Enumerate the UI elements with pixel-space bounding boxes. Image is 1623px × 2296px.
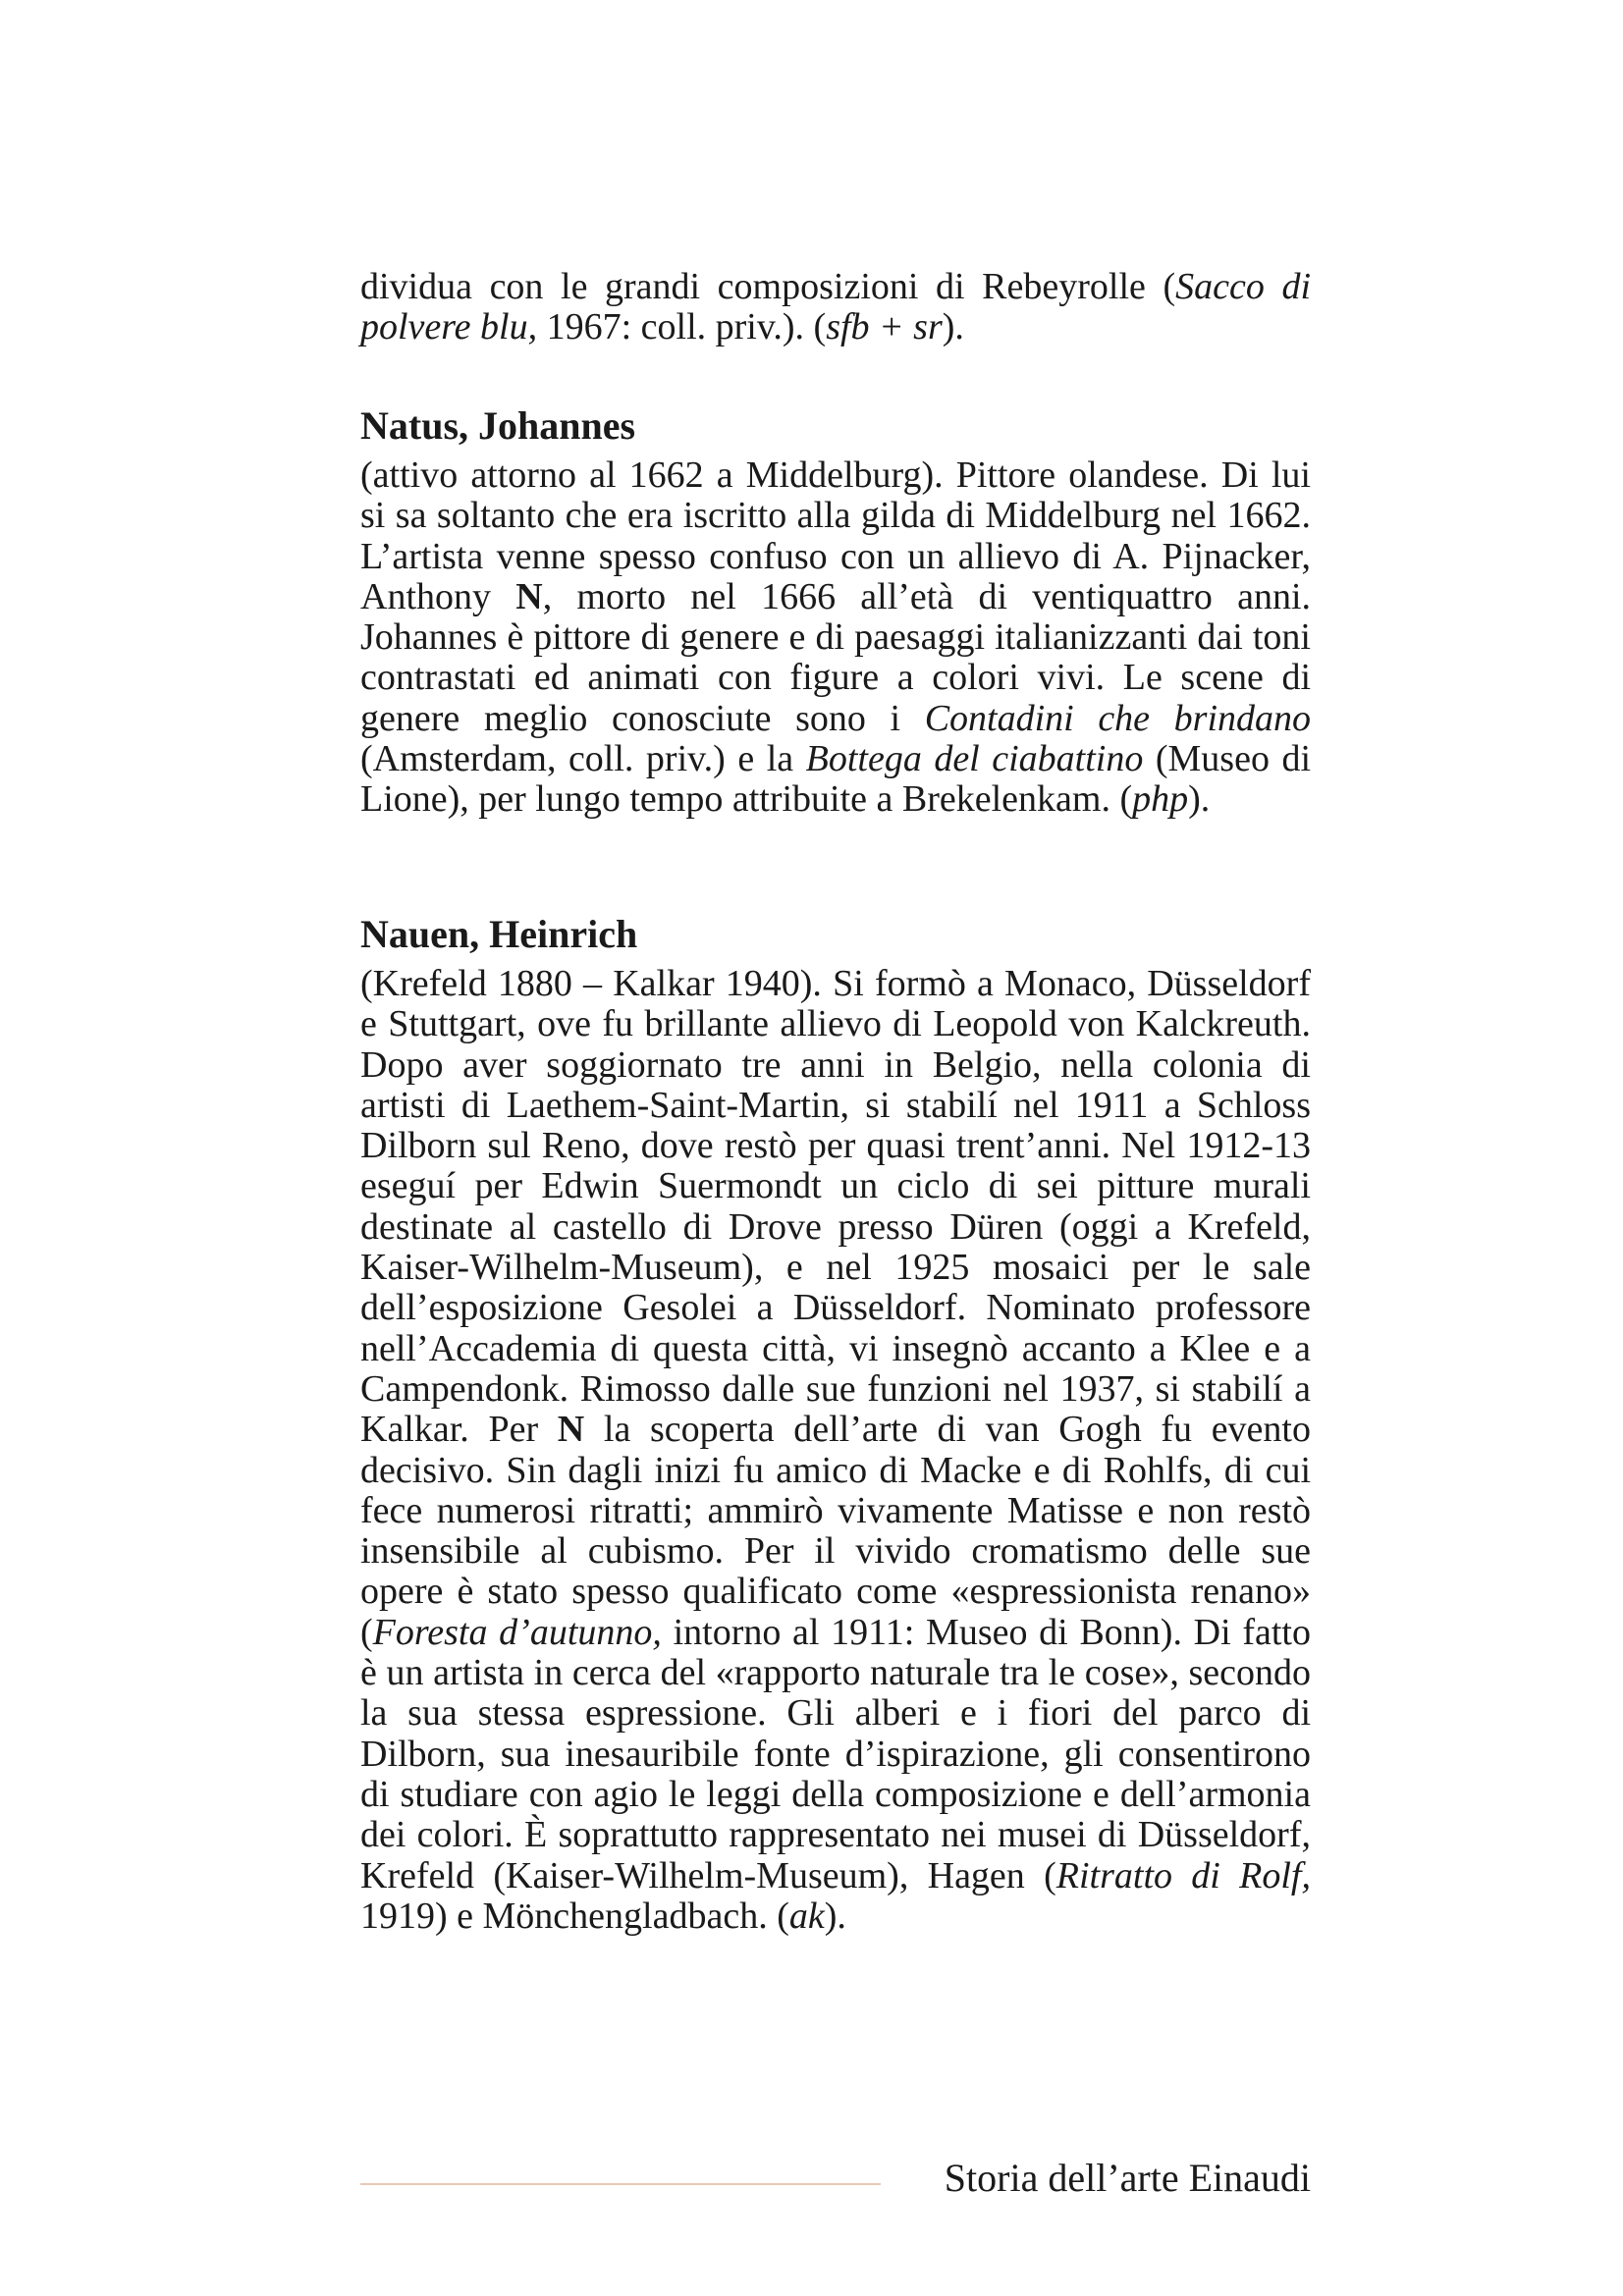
entry-title-nauen: Nauen, Heinrich (360, 912, 638, 956)
text-run: (Amsterdam, coll. priv.) e la (360, 738, 806, 780)
text-run: 1919) e Mönchengladbach. ( (360, 1895, 789, 1937)
author-initials: sfb + sr (826, 306, 943, 348)
text-run: dividua con le grandi composizioni di Rebeyrolle ( (360, 266, 1176, 307)
artwork-title: Contadini che brindano (924, 697, 1311, 739)
entry-title-natus: Natus, Johannes (360, 403, 636, 448)
text-run: (Krefeld 1880 – Kalkar 1940). Si formò a Monaco, Düsseldorf e Stuttgart, ove fu brillante allievo di Leopold von Kalckreuth. Dopo aver soggiornato tre anni in Belgio, nella colonia di artisti di Laethem-Saint-Martin, si stabilí nel 1911 a Schloss Dilborn sul Reno, dove restò per quasi trent’anni. Nel 1912-13 eseguí per Edwin Suermondt un ciclo di sei pitture murali destinate al castello di Drove presso Düren (oggi a Krefeld, Kaiser-Wilhelm-Museum), e nel 1925 mosaici per le sale dell’esposizione Gesolei a Düsseldorf. Nominato professore nell’Accademia di questa città, vi insegnò accanto a Klee e a Campendonk. Rimosso dalle sue funzioni nel 1937, si stabilí a Kalkar. Per (360, 963, 1311, 1451)
text-run: (Museo di Lione), per lungo tempo attribuite a Brekelenkam. ( (360, 738, 1311, 821)
author-initials: ak (788, 1895, 825, 1937)
text-run: (attivo attorno al 1662 a Middelburg). Pittore olandese. Di lui si sa soltanto che era iscritto alla gilda di Middelburg nel 1662. L’artista venne spesso confuso con un allievo di A. Pijnacker, Anthony (360, 454, 1311, 617)
artwork-title: Bottega del ciabattino (805, 738, 1144, 780)
entry-body-natus (360, 455, 1311, 821)
entry-abbrev: N (557, 1409, 585, 1451)
artwork-title: Foresta d’autunno, (372, 1611, 662, 1653)
entry-body-nauen (360, 964, 1311, 1937)
footer-divider (360, 2183, 881, 2185)
text-run: ). (1188, 778, 1211, 821)
entry-abbrev: N (515, 575, 543, 617)
text-run: ). (942, 306, 964, 348)
text-run: 1967: coll. priv.). ( (537, 306, 827, 348)
footer-title: Storia dell’arte Einaudi (944, 2156, 1311, 2200)
artwork-title: Sacco di polvere blu, (360, 266, 1311, 348)
previous-entry-continuation (360, 267, 1311, 348)
page-content (360, 266, 1312, 1937)
text-run: ). (824, 1895, 846, 1937)
author-initials: php (1132, 778, 1189, 821)
artwork-title: Ritratto di Rolf, (1055, 1854, 1311, 1896)
text-run: , morto nel 1666 all’età di ventiquattro anni. Johannes è pittore di genere e di paesaggi italianizzanti dai toni contrastati ed animati con figure a colori vivi. Le scene di genere meglio conosciute sono i (360, 575, 1312, 739)
text-run: intorno al 1911: Museo di Bonn). Di fatto è un artista in cerca del «rapporto naturale tra le cose», secondo la sua stessa espressione. Gli alberi e i fiori del parco di Dilborn, sua inesauribile fonte d’ispirazione, gli consentirono di studiare con agio le leggi della composizione e dell’armonia dei colori. È soprattutto rappresentato nei musei di Düsseldorf, Krefeld (Kaiser-Wilhelm-Museum), Hagen ( (360, 1611, 1311, 1896)
text-run: la scoperta dell’arte di van Gogh fu evento decisivo. Sin dagli inizi fu amico di Macke e di Rohlfs, di cui fece numerosi ritratti; ammirò vivamente Matisse e non restò insensibile al cubismo. Per il vivido cromatismo delle sue opere è stato spesso qualificato come «espressionista renano» ( (360, 1409, 1311, 1653)
